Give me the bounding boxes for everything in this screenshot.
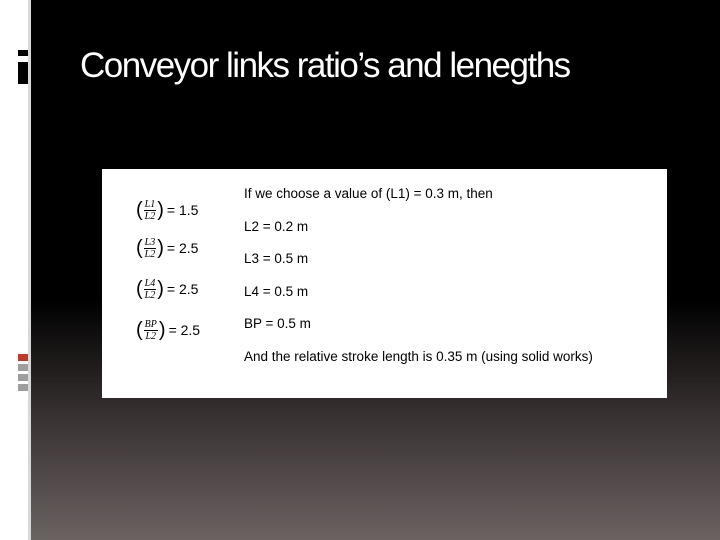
open-paren: ( xyxy=(136,237,143,259)
fraction xyxy=(144,278,157,301)
l3-value: L3 = 0.5 m xyxy=(244,251,309,266)
close-paren: ) xyxy=(157,199,164,221)
l2-value: L2 = 0.2 m xyxy=(244,219,309,234)
slide-title: Conveyor links ratio’s and lenegths xyxy=(80,46,570,85)
fraction-denominator: L2 xyxy=(145,330,157,342)
left-border-line xyxy=(28,0,31,540)
open-paren: ( xyxy=(136,199,143,221)
ratio-l4-l2 xyxy=(136,274,198,304)
fraction-numerator: BP xyxy=(144,318,157,330)
ratio-l3-l2 xyxy=(136,233,198,263)
choice-statement: If we choose a value of (L1) = 0.3 m, then xyxy=(244,186,493,201)
fraction xyxy=(144,199,157,222)
side-accent-squares xyxy=(18,354,28,400)
fraction-numerator: L4 xyxy=(144,277,156,289)
l4-value: L4 = 0.5 m xyxy=(244,284,309,299)
fraction-denominator: L2 xyxy=(144,210,156,222)
stroke-length-statement: And the relative stroke length is 0.35 m (using solid works) xyxy=(244,349,593,364)
accent-square-red xyxy=(18,354,28,361)
fraction-numerator: L1 xyxy=(144,198,156,210)
accent-square-gray xyxy=(18,384,28,391)
accent-square-gray xyxy=(18,374,28,381)
fraction-numerator: L3 xyxy=(144,236,156,248)
close-paren: ) xyxy=(157,237,164,259)
fraction xyxy=(144,237,157,260)
open-paren: ( xyxy=(136,278,143,300)
accent-square-gray xyxy=(18,364,28,371)
open-paren: ( xyxy=(136,319,143,341)
ratio-value: = 2.5 xyxy=(166,240,199,256)
close-paren: ) xyxy=(157,278,164,300)
fraction-denominator: L2 xyxy=(144,289,156,301)
fraction xyxy=(144,319,158,342)
ratio-l1-l2 xyxy=(136,195,198,225)
ratio-value: = 2.5 xyxy=(168,322,201,338)
title-accent-notch xyxy=(18,56,28,62)
ratio-bp-l2 xyxy=(136,315,200,345)
ratio-value: = 2.5 xyxy=(166,281,199,297)
content-image-panel xyxy=(102,169,667,398)
fraction-denominator: L2 xyxy=(144,248,156,260)
ratio-value: = 1.5 xyxy=(166,202,199,218)
bp-value: BP = 0.5 m xyxy=(244,316,311,331)
close-paren: ) xyxy=(158,319,166,341)
